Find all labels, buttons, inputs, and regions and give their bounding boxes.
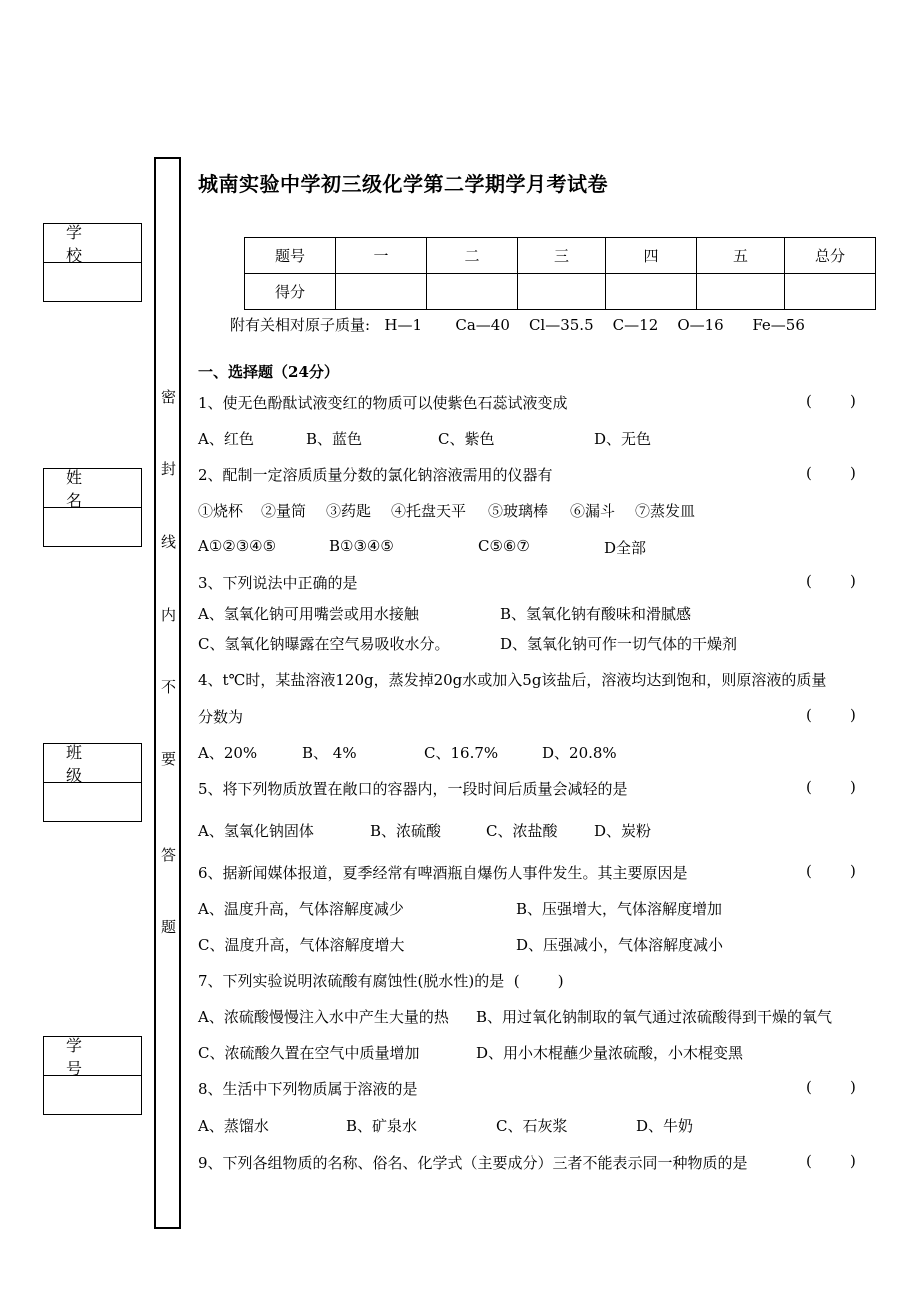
- seal-char: 密: [161, 388, 177, 406]
- item: ①烧杯: [198, 502, 244, 520]
- item: ⑦蒸发皿: [635, 502, 696, 520]
- score-row: [245, 274, 876, 310]
- student-id-field[interactable]: [44, 1076, 141, 1114]
- item: ④托盘天平: [391, 502, 467, 520]
- seal-char: 不: [161, 678, 177, 696]
- option: D、无色: [594, 430, 652, 448]
- answer-paren[interactable]: ( ): [806, 392, 856, 410]
- score-row-label: 得分: [245, 274, 336, 310]
- option: A、浓硫酸慢慢注入水中产生大量的热: [198, 1008, 449, 1026]
- score-header-cell: 四: [606, 238, 697, 274]
- option: B、矿泉水: [346, 1117, 418, 1135]
- option: B、蓝色: [306, 430, 363, 448]
- option: B①③④⑤: [329, 537, 394, 555]
- exam-title: 城南实验中学初三级化学第二学期学月考试卷: [198, 172, 608, 196]
- option: D、压强减小，气体溶解度减小: [516, 936, 724, 954]
- score-header-cell: 题号: [245, 238, 336, 274]
- question-7: 7、下列实验说明浓硫酸有腐蚀性(脱水性)的是 ( ): [198, 972, 564, 990]
- student-id-label: 学号: [44, 1037, 141, 1076]
- answer-paren[interactable]: ( ): [806, 862, 856, 880]
- option: A、20%: [198, 744, 258, 762]
- score-cell[interactable]: [427, 274, 518, 310]
- option: B、压强增大，气体溶解度增加: [516, 900, 723, 918]
- school-field[interactable]: [44, 263, 141, 301]
- class-box: [43, 743, 142, 822]
- option: C、浓硫酸久置在空气中质量增加: [198, 1044, 420, 1062]
- item: ⑤玻璃棒: [488, 502, 549, 520]
- option: D、用小木棍蘸少量浓硫酸，小木棍变黑: [476, 1044, 744, 1062]
- score-cell[interactable]: [606, 274, 697, 310]
- name-box: [43, 468, 142, 547]
- option: A①②③④⑤: [198, 537, 277, 555]
- question-3: 3、下列说法中正确的是: [198, 574, 358, 592]
- option: C、16.7%: [424, 744, 499, 762]
- score-cell[interactable]: [697, 274, 785, 310]
- item: ⑥漏斗: [570, 502, 616, 520]
- atomic-masses: 附有关相对原子质量: H—1 Ca—40 Cl—35.5 C—12 O—16 Fe—56: [230, 316, 805, 334]
- score-cell[interactable]: [336, 274, 427, 310]
- question-1: 1、使无色酚酞试液变红的物质可以使紫色石蕊试液变成: [198, 394, 568, 412]
- option: C、温度升高，气体溶解度增大: [198, 936, 405, 954]
- name-field[interactable]: [44, 508, 141, 546]
- answer-paren[interactable]: ( ): [806, 706, 856, 724]
- answer-paren[interactable]: ( ): [806, 464, 856, 482]
- option: B、 4%: [302, 744, 357, 762]
- option: D、氢氧化钠可作一切气体的干燥剂: [500, 635, 738, 653]
- question-4: 4、t℃时，某盐溶液120g，蒸发掉20g水或加入5g该盐后，溶液均达到饱和，则原溶液的质量: [198, 671, 827, 689]
- option: A、蒸馏水: [198, 1117, 269, 1135]
- score-header-cell: 一: [336, 238, 427, 274]
- score-header-cell: 五: [697, 238, 785, 274]
- option: D、炭粉: [594, 822, 652, 840]
- seal-char: 要: [161, 750, 177, 768]
- seal-char: 内: [161, 606, 177, 624]
- option: A、氢氧化钠可用嘴尝或用水接触: [198, 605, 419, 623]
- item: ③药匙: [326, 502, 372, 520]
- answer-paren[interactable]: ( ): [806, 1078, 856, 1096]
- option: D、牛奶: [636, 1117, 694, 1135]
- option: B、浓硫酸: [370, 822, 442, 840]
- score-cell[interactable]: [785, 274, 876, 310]
- answer-paren[interactable]: ( ): [806, 572, 856, 590]
- option: C、浓盐酸: [486, 822, 558, 840]
- option: A、温度升高，气体溶解度减少: [198, 900, 404, 918]
- score-table: [244, 237, 876, 310]
- question-9: 9、下列各组物质的名称、俗名、化学式（主要成分）三者不能表示同一种物质的是: [198, 1154, 748, 1172]
- item: ②量筒: [261, 502, 307, 520]
- name-label: 姓名: [44, 469, 141, 508]
- seal-char: 题: [161, 918, 177, 936]
- option: A、氢氧化钠固体: [198, 822, 314, 840]
- answer-paren[interactable]: ( ): [806, 1152, 856, 1170]
- seal-char: 线: [161, 533, 177, 551]
- option: C、紫色: [438, 430, 495, 448]
- section-heading: 一、选择题（24分）: [198, 363, 339, 381]
- score-header-row: [245, 238, 876, 274]
- option: C、石灰浆: [496, 1117, 568, 1135]
- school-label: 学校: [44, 224, 141, 263]
- question-6: 6、据新闻媒体报道，夏季经常有啤酒瓶自爆伤人事件发生。其主要原因是: [198, 864, 688, 882]
- answer-paren[interactable]: ( ): [806, 778, 856, 796]
- question-2: 2、配制一定溶质质量分数的氯化钠溶液需用的仪器有: [198, 466, 553, 484]
- option: A、红色: [198, 430, 254, 448]
- option: D、20.8%: [542, 744, 617, 762]
- seal-char: 答: [161, 846, 177, 864]
- option: C⑤⑥⑦: [478, 537, 530, 555]
- seal-char: 封: [161, 460, 177, 478]
- score-cell[interactable]: [518, 274, 606, 310]
- question-4-cont: 分数为: [198, 708, 244, 726]
- score-header-cell: 三: [518, 238, 606, 274]
- score-header-cell: 二: [427, 238, 518, 274]
- student-id-box: [43, 1036, 142, 1115]
- option: B、氢氧化钠有酸味和滑腻感: [500, 605, 692, 623]
- option: B、用过氧化钠制取的氧气通过浓硫酸得到干燥的氧气: [476, 1008, 833, 1026]
- class-label: 班级: [44, 744, 141, 783]
- option: C、氢氧化钠曝露在空气易吸收水分。: [198, 635, 450, 653]
- class-field[interactable]: [44, 783, 141, 821]
- score-header-cell: 总分: [785, 238, 876, 274]
- question-5: 5、将下列物质放置在敞口的容器内，一段时间后质量会减轻的是: [198, 780, 628, 798]
- school-box: [43, 223, 142, 302]
- question-8: 8、生活中下列物质属于溶液的是: [198, 1080, 418, 1098]
- option: D全部: [604, 539, 647, 557]
